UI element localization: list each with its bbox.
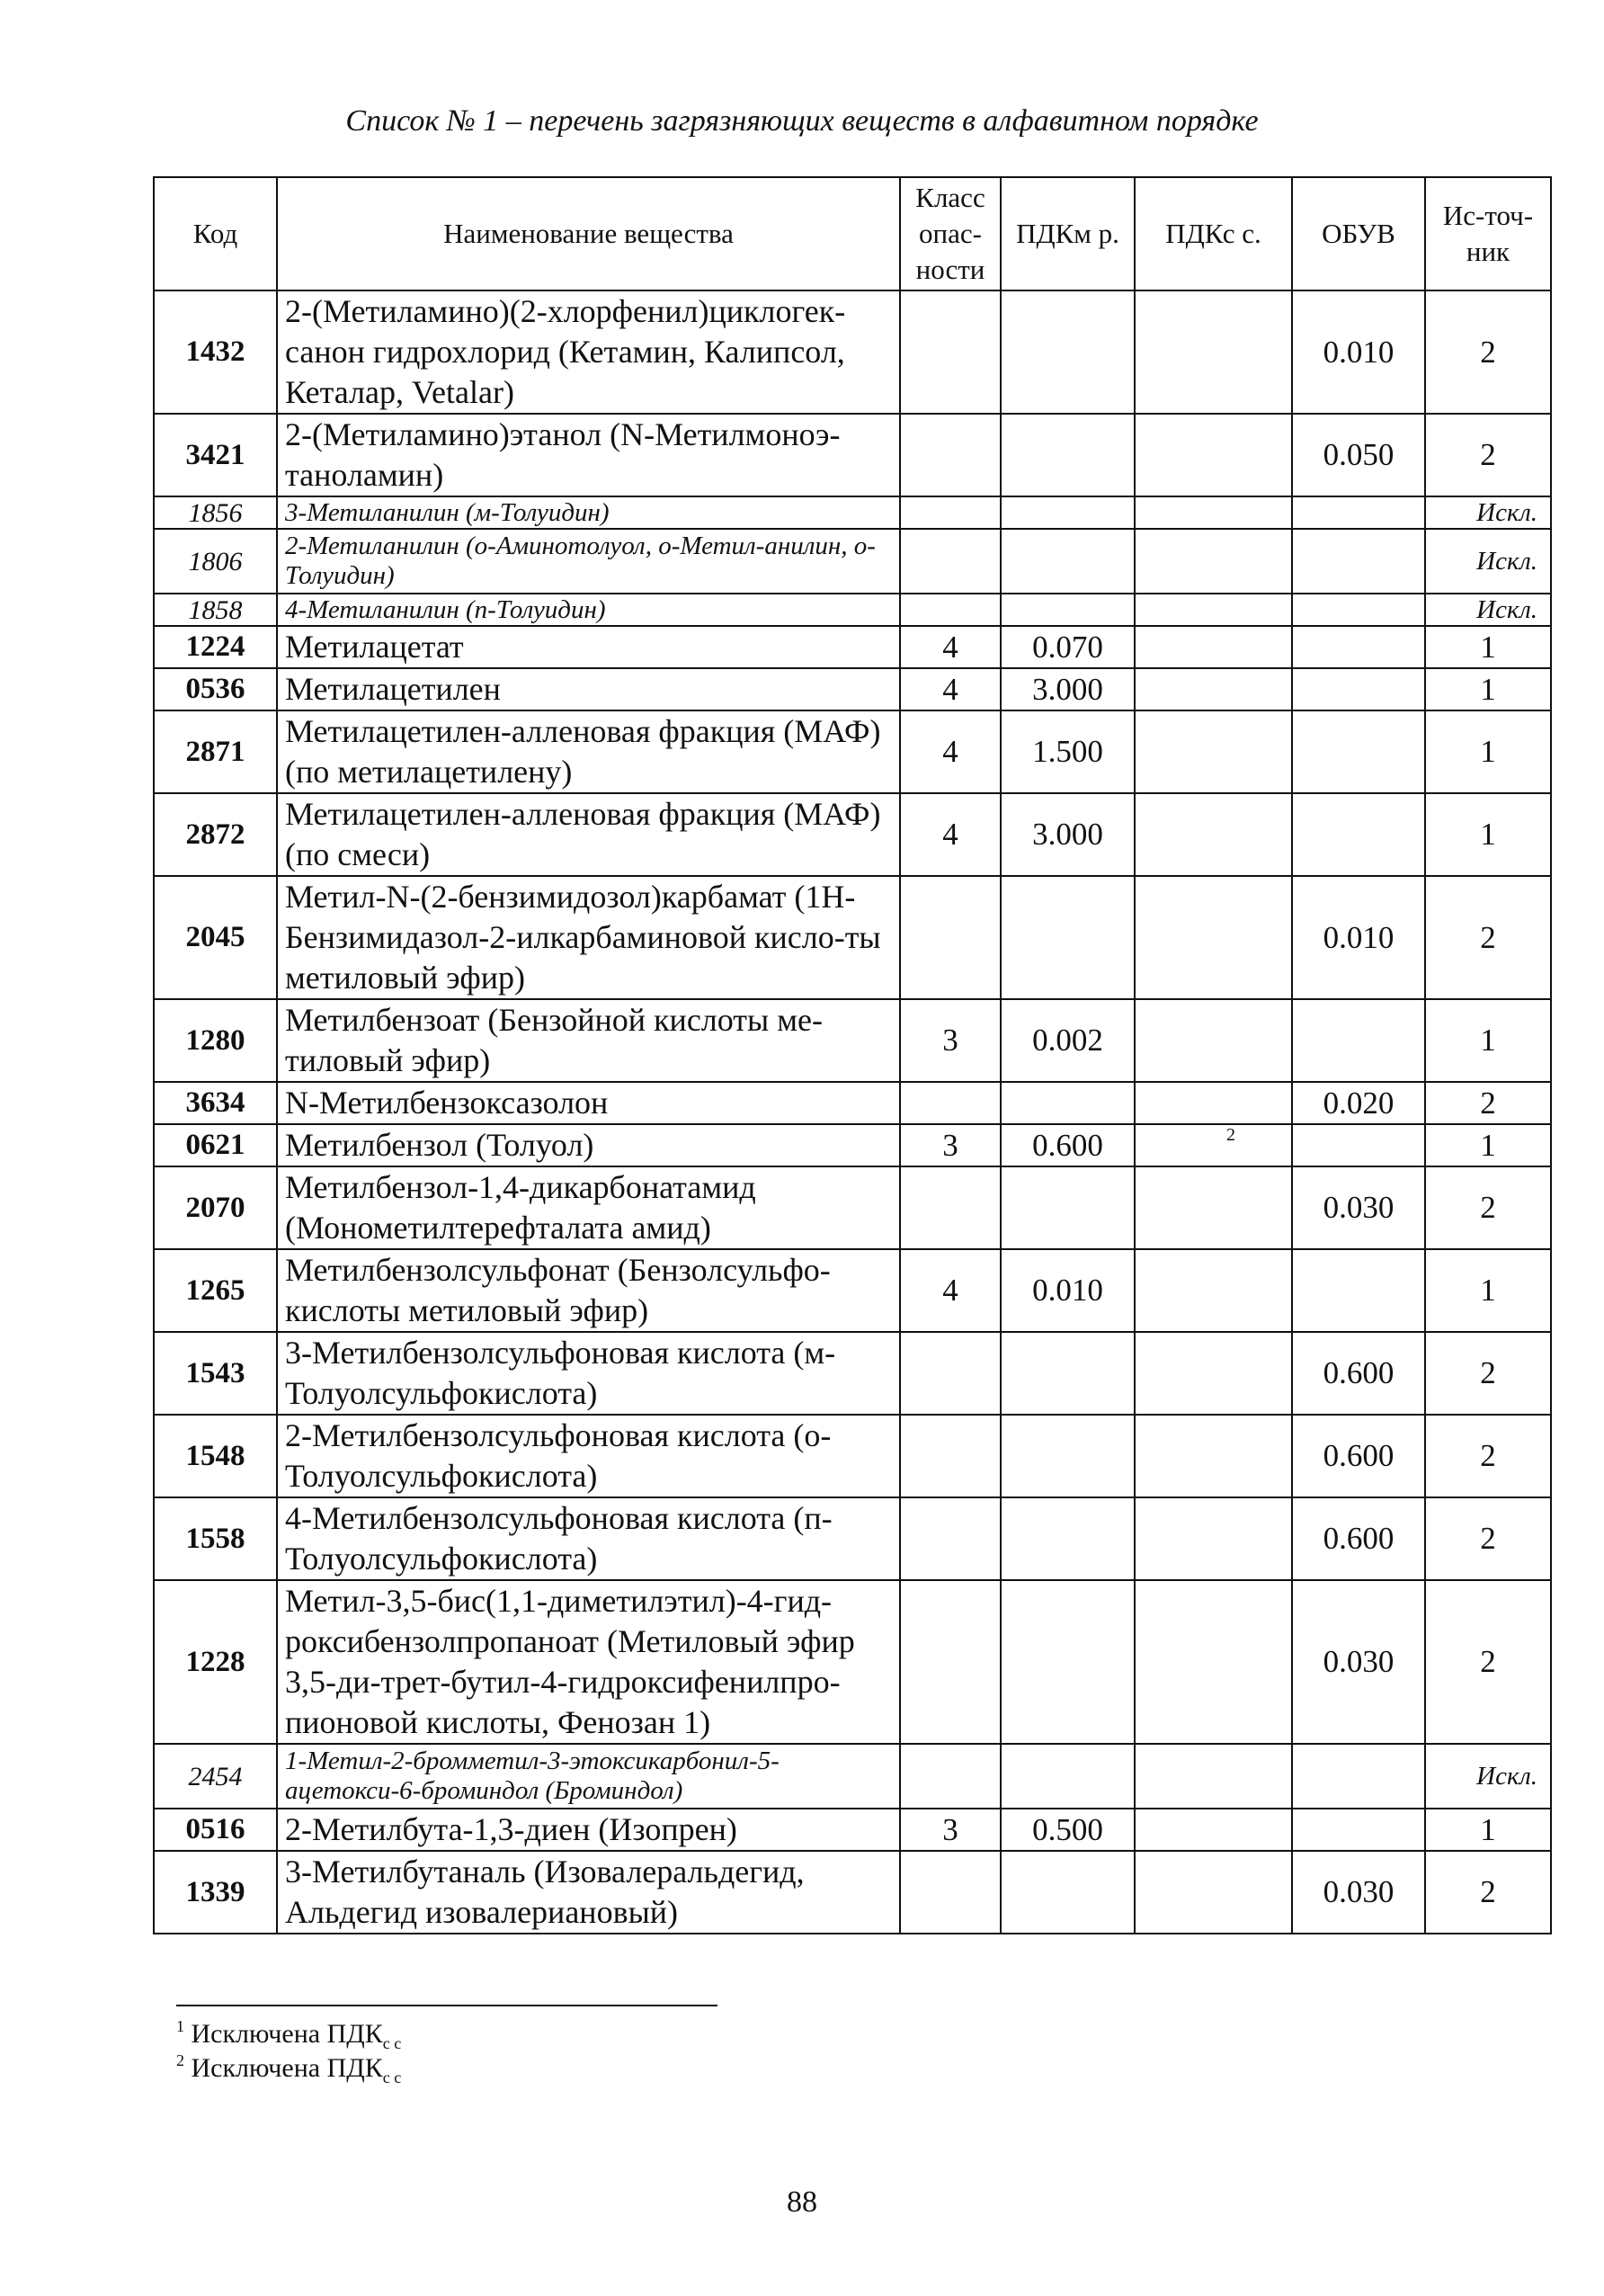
row-hazard-class: [900, 594, 1001, 626]
row-pdk-mr: [1001, 414, 1135, 496]
table-body: [154, 290, 1551, 1934]
row-obuv: [1292, 1809, 1425, 1851]
table-row: [154, 529, 1551, 594]
row-source: 2: [1425, 1415, 1551, 1497]
row-hazard-class: [900, 1415, 1001, 1497]
row-pdk-ss: [1135, 1415, 1292, 1497]
row-hazard-class: [900, 1332, 1001, 1415]
table-row: [154, 1082, 1551, 1124]
table-row: [154, 626, 1551, 668]
row-hazard-class: 4: [900, 710, 1001, 793]
row-pdk-mr: 0.010: [1001, 1249, 1135, 1332]
table-row: [154, 290, 1551, 414]
row-name: Метилацетилен-алленовая фракция (МАФ) (по смеси): [277, 793, 900, 876]
row-pdk-ss: [1135, 876, 1292, 999]
page-number: 88: [787, 2185, 817, 2219]
table-row: [154, 793, 1551, 876]
row-pdk-mr: 0.500: [1001, 1809, 1135, 1851]
column-header-pdk-mr: ПДКм р.: [1001, 177, 1135, 290]
row-hazard-class: [900, 1580, 1001, 1744]
row-pdk-ss: [1135, 710, 1292, 793]
row-obuv: 0.030: [1292, 1166, 1425, 1249]
row-code: 1432: [154, 290, 277, 414]
row-obuv: 0.020: [1292, 1082, 1425, 1124]
row-name: 2-(Метиламино)этанол (N-Метилмоноэ-таноламин): [277, 414, 900, 496]
row-code: 1806: [154, 529, 277, 594]
row-source: 2: [1425, 414, 1551, 496]
row-pdk-mr: [1001, 1415, 1135, 1497]
row-source: 1: [1425, 999, 1551, 1082]
row-pdk-ss: [1135, 626, 1292, 668]
row-pdk-mr: [1001, 1166, 1135, 1249]
row-hazard-class: 3: [900, 999, 1001, 1082]
row-obuv: 0.050: [1292, 414, 1425, 496]
row-obuv: 0.600: [1292, 1497, 1425, 1580]
row-name: Метил-3,5-бис(1,1-диметилэтил)-4-гид-роксибензолпропаноат (Метиловый эфир 3,5-ди-трет-бутил-4-гидроксифенилпро-пионовой кислоты, Фенозан 1): [277, 1580, 900, 1744]
row-name: 2-Метилбензолсульфоновая кислота (о-Толуолсульфокислота): [277, 1415, 900, 1497]
row-name: Метилбензол-1,4-дикарбонатамид (Монометилтерефталата амид): [277, 1166, 900, 1249]
table-row: [154, 496, 1551, 529]
row-pdk-mr: [1001, 290, 1135, 414]
row-source: 2: [1425, 1166, 1551, 1249]
row-pdk-mr: 0.002: [1001, 999, 1135, 1082]
row-pdk-ss: [1135, 414, 1292, 496]
row-pdk-mr: [1001, 1497, 1135, 1580]
row-pdk-mr: [1001, 1851, 1135, 1934]
row-hazard-class: 3: [900, 1809, 1001, 1851]
row-pdk-ss: [1135, 668, 1292, 710]
footnote-divider: [176, 2005, 717, 2006]
row-name: 3-Метиланилин (м-Толуидин): [277, 496, 900, 529]
row-hazard-class: [900, 290, 1001, 414]
row-obuv: 0.030: [1292, 1580, 1425, 1744]
table-row: [154, 999, 1551, 1082]
row-pdk-mr: 3.000: [1001, 793, 1135, 876]
row-hazard-class: [900, 529, 1001, 594]
row-code: 1280: [154, 999, 277, 1082]
footnote-text: Исключена ПДК: [191, 2019, 383, 2049]
row-name: Метилацетилен-алленовая фракция (МАФ) (по метилацетилену): [277, 710, 900, 793]
table-row: [154, 1809, 1551, 1851]
table-row: [154, 710, 1551, 793]
row-source: 1: [1425, 1124, 1551, 1166]
row-source: 2: [1425, 876, 1551, 999]
row-code: 3421: [154, 414, 277, 496]
footnote-subscript: с с: [382, 2034, 402, 2052]
row-source: 2: [1425, 290, 1551, 414]
row-pdk-ss: [1135, 1809, 1292, 1851]
row-obuv: [1292, 668, 1425, 710]
footnote-text: Исключена ПДК: [191, 2053, 383, 2083]
row-obuv: [1292, 529, 1425, 594]
row-obuv: [1292, 594, 1425, 626]
row-pdk-ss: [1135, 1166, 1292, 1249]
substances-table: [153, 176, 1552, 1934]
column-header-code: Код: [154, 177, 277, 290]
row-pdk-ss: [1135, 1851, 1292, 1934]
column-header-name: Наименование вещества: [277, 177, 900, 290]
row-hazard-class: 4: [900, 626, 1001, 668]
row-pdk-mr: [1001, 1744, 1135, 1809]
table-row: [154, 1580, 1551, 1744]
row-code: 0516: [154, 1809, 277, 1851]
table-row: [154, 668, 1551, 710]
row-pdk-ss: [1135, 594, 1292, 626]
table-row: [154, 876, 1551, 999]
row-obuv: [1292, 1249, 1425, 1332]
row-name: Метил-N-(2-бензимидозол)карбамат (1Н-Бензимидазол-2-илкарбаминовой кисло-ты метиловый эфир): [277, 876, 900, 999]
row-obuv: [1292, 1744, 1425, 1809]
row-hazard-class: [900, 496, 1001, 529]
table-row: [154, 1497, 1551, 1580]
row-source: 2: [1425, 1580, 1551, 1744]
row-pdk-mr: 0.600: [1001, 1124, 1135, 1166]
row-code: 2454: [154, 1744, 277, 1809]
row-source: 2: [1425, 1332, 1551, 1415]
row-name: Метилбензоат (Бензойной кислоты ме-тиловый эфир): [277, 999, 900, 1082]
row-pdk-mr: [1001, 1332, 1135, 1415]
row-code: 1224: [154, 626, 277, 668]
row-obuv: 0.010: [1292, 876, 1425, 999]
row-pdk-ss: [1135, 793, 1292, 876]
row-obuv: 0.600: [1292, 1415, 1425, 1497]
footnote-mark: 2: [176, 2051, 184, 2069]
row-code: 2045: [154, 876, 277, 999]
row-pdk-mr: 0.070: [1001, 626, 1135, 668]
row-hazard-class: 4: [900, 793, 1001, 876]
row-pdk-mr: [1001, 1580, 1135, 1744]
table-row: [154, 1124, 1551, 1166]
row-name: 3-Метилбутаналь (Изовалеральдегид, Альдегид изовалериановый): [277, 1851, 900, 1934]
row-code: 1339: [154, 1851, 277, 1934]
row-obuv: 0.030: [1292, 1851, 1425, 1934]
row-name: 4-Метилбензолсульфоновая кислота (п-Толуолсульфокислота): [277, 1497, 900, 1580]
row-name: 2-(Метиламино)(2-хлорфенил)циклогек-санон гидрохлорид (Кетамин, Калипсол, Кеталар, Vetalar): [277, 290, 900, 414]
table-row: [154, 1332, 1551, 1415]
row-name: Метилбензол (Толуол): [277, 1124, 900, 1166]
column-header-hazard-class: Класс опас-ности: [900, 177, 1001, 290]
row-pdk-ss: [1135, 1249, 1292, 1332]
row-obuv: 0.010: [1292, 290, 1425, 414]
row-name: Метилбензолсульфонат (Бензолсульфо-кислоты метиловый эфир): [277, 1249, 900, 1332]
row-hazard-class: [900, 1851, 1001, 1934]
row-hazard-class: [900, 414, 1001, 496]
table-row: [154, 1744, 1551, 1809]
table-row: [154, 1249, 1551, 1332]
row-name: 3-Метилбензолсульфоновая кислота (м-Толуолсульфокислота): [277, 1332, 900, 1415]
row-hazard-class: [900, 1744, 1001, 1809]
row-source: 1: [1425, 626, 1551, 668]
row-code: 2070: [154, 1166, 277, 1249]
footnote-2: [176, 2053, 401, 2087]
row-hazard-class: [900, 1166, 1001, 1249]
row-pdk-ss: [1135, 1580, 1292, 1744]
row-name: 4-Метиланилин (п-Толуидин): [277, 594, 900, 626]
row-code: 0621: [154, 1124, 277, 1166]
row-source: 1: [1425, 1249, 1551, 1332]
row-hazard-class: 4: [900, 668, 1001, 710]
row-source: 1: [1425, 1809, 1551, 1851]
footnote-subscript: с с: [382, 2068, 402, 2086]
row-pdk-mr: [1001, 529, 1135, 594]
row-pdk-ss: [1135, 1744, 1292, 1809]
table-header-row: [154, 177, 1551, 290]
row-source: Искл.: [1425, 496, 1551, 529]
row-pdk-mr: [1001, 496, 1135, 529]
row-pdk-ss: 2: [1135, 1124, 1292, 1166]
row-obuv: [1292, 1124, 1425, 1166]
page-title: Список № 1 – перечень загрязняющих веществ в алфавитном порядке: [345, 104, 1259, 138]
row-pdk-ss: [1135, 999, 1292, 1082]
row-source: 2: [1425, 1082, 1551, 1124]
row-source: 2: [1425, 1851, 1551, 1934]
table-row: [154, 1166, 1551, 1249]
row-pdk-mr: [1001, 876, 1135, 999]
row-code: 3634: [154, 1082, 277, 1124]
table-row: [154, 1415, 1551, 1497]
row-pdk-ss: [1135, 1497, 1292, 1580]
row-source: 1: [1425, 710, 1551, 793]
row-pdk-ss: [1135, 529, 1292, 594]
row-code: 1228: [154, 1580, 277, 1744]
row-code: 1548: [154, 1415, 277, 1497]
column-header-obuv: ОБУВ: [1292, 177, 1425, 290]
row-name: Метилацетат: [277, 626, 900, 668]
row-pdk-ss: [1135, 1332, 1292, 1415]
column-header-source: Ис-точ-ник: [1425, 177, 1551, 290]
row-pdk-mr: 3.000: [1001, 668, 1135, 710]
row-code: 0536: [154, 668, 277, 710]
table-row: [154, 594, 1551, 626]
row-source: Искл.: [1425, 529, 1551, 594]
row-obuv: [1292, 999, 1425, 1082]
footnote-mark: 1: [176, 2017, 184, 2035]
row-name: 2-Метилбута-1,3-диен (Изопрен): [277, 1809, 900, 1851]
row-source: Искл.: [1425, 1744, 1551, 1809]
row-code: 1856: [154, 496, 277, 529]
row-hazard-class: 4: [900, 1249, 1001, 1332]
table-row: [154, 414, 1551, 496]
row-code: 1858: [154, 594, 277, 626]
row-hazard-class: [900, 1497, 1001, 1580]
row-pdk-ss: [1135, 290, 1292, 414]
row-source: Искл.: [1425, 594, 1551, 626]
row-obuv: [1292, 626, 1425, 668]
row-code: 1543: [154, 1332, 277, 1415]
row-code: 2872: [154, 793, 277, 876]
row-obuv: [1292, 793, 1425, 876]
column-header-pdk-ss: ПДКс с.: [1135, 177, 1292, 290]
footnote-1: [176, 2019, 401, 2053]
row-source: 2: [1425, 1497, 1551, 1580]
row-pdk-mr: 1.500: [1001, 710, 1135, 793]
row-obuv: [1292, 496, 1425, 529]
row-name: 2-Метиланилин (о-Аминотолуол, о-Метил-анилин, о-Толуидин): [277, 529, 900, 594]
row-name: 1-Метил-2-бромметил-3-этоксикарбонил-5-ацетокси-6-броминдол (Броминдол): [277, 1744, 900, 1809]
row-obuv: 0.600: [1292, 1332, 1425, 1415]
row-pdk-mr: [1001, 1082, 1135, 1124]
row-pdk-ss: [1135, 496, 1292, 529]
row-code: 1558: [154, 1497, 277, 1580]
table-row: [154, 1851, 1551, 1934]
row-source: 1: [1425, 668, 1551, 710]
row-code: 2871: [154, 710, 277, 793]
row-name: Метилацетилен: [277, 668, 900, 710]
row-hazard-class: [900, 1082, 1001, 1124]
row-hazard-class: 3: [900, 1124, 1001, 1166]
row-name: N-Метилбензоксазолон: [277, 1082, 900, 1124]
row-obuv: [1292, 710, 1425, 793]
row-source: 1: [1425, 793, 1551, 876]
row-pdk-ss: [1135, 1082, 1292, 1124]
row-hazard-class: [900, 876, 1001, 999]
row-code: 1265: [154, 1249, 277, 1332]
row-pdk-mr: [1001, 594, 1135, 626]
